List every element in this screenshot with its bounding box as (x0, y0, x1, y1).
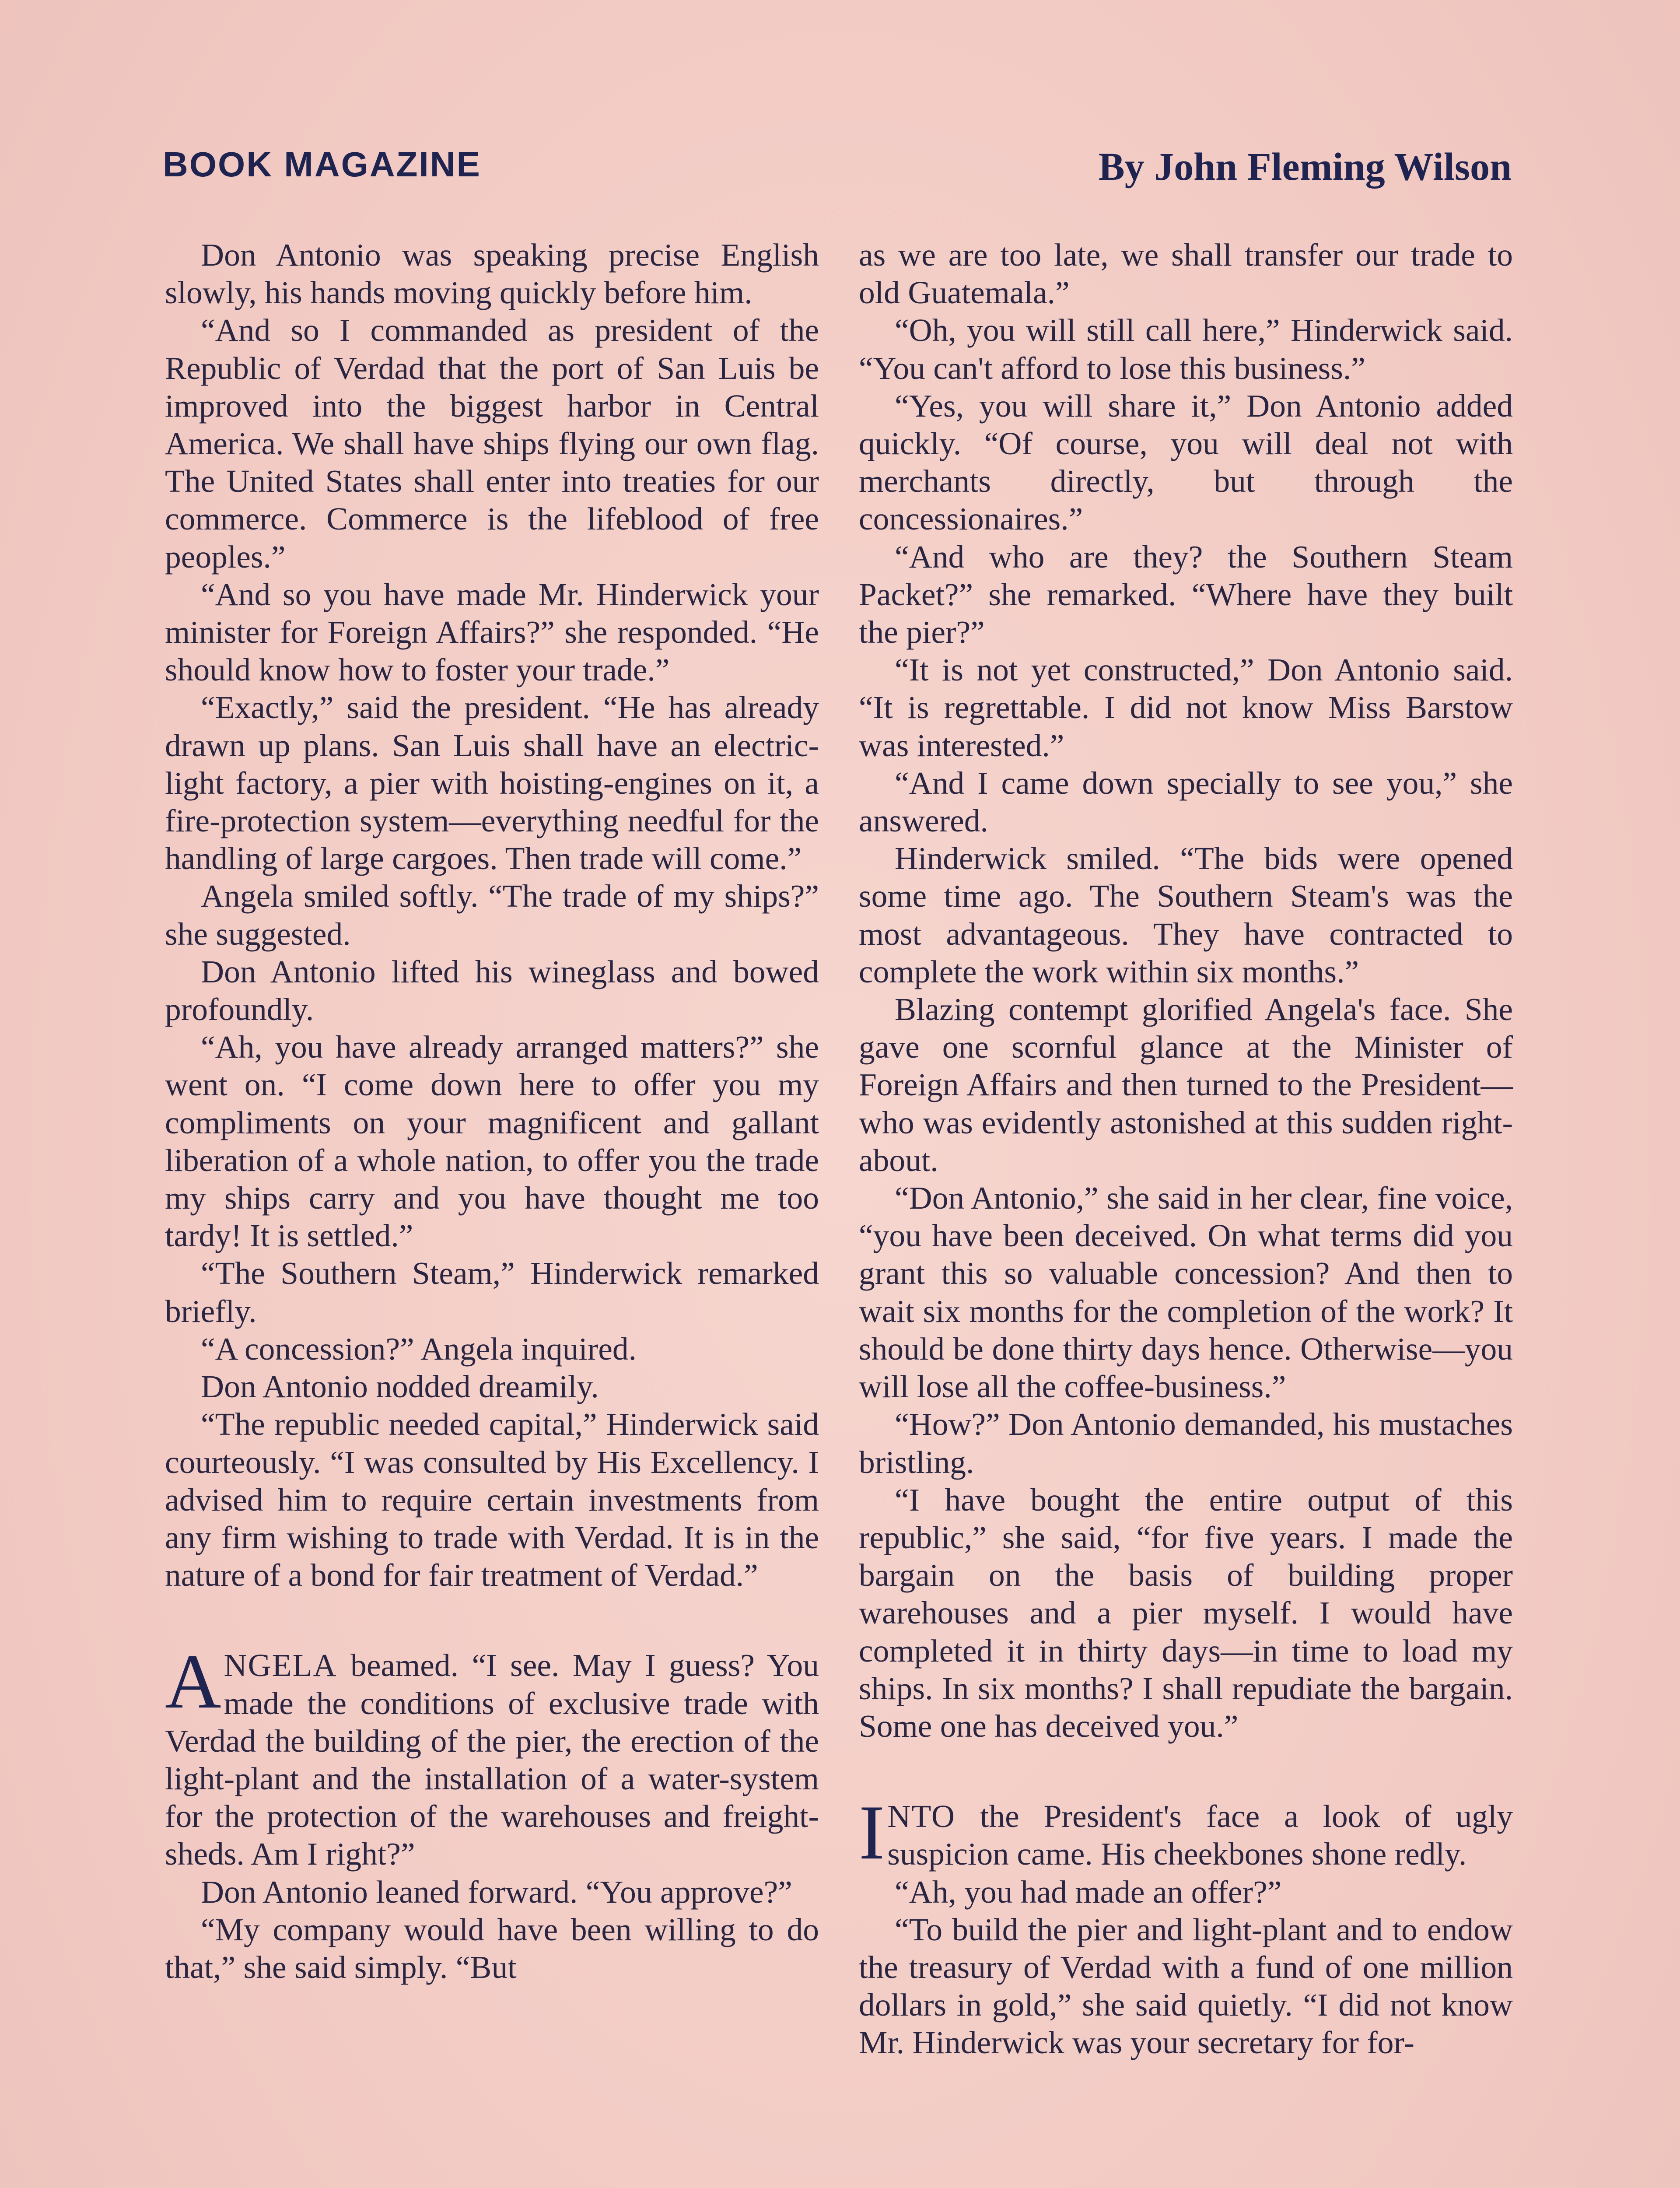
paragraph: “The Southern Steam,” Hinderwick remarked briefly. (165, 1255, 819, 1329)
paragraph: “And I came down specially to see you,” she answered. (859, 765, 1513, 839)
paragraph: “My company would have been willing to do that,” she said simply. “But (165, 1911, 819, 1985)
paragraph: Blazing contempt glorified Angela's face. She gave one scornful glance at the Minister of Foreign Affairs and then turned to the President—who was evidently astonished at this sudden right-about. (859, 992, 1513, 1178)
paragraph: “A concession?” Angela inquired. (201, 1331, 637, 1367)
paragraph-text: beamed. “I see. May I guess? You made the conditions of exclusive trade with Verdad the building of the pier, the erection of the light-plant and the installation of a water-system for the protection of the warehouses and freight-sheds. Am I right?” (165, 1648, 819, 1872)
section-opening-paragraph (165, 1638, 819, 1873)
paragraph: “I have bought the entire output of this republic,” she said, “for five years. I made the bargain on the basis of building proper warehouses and a pier myself. I would have completed it in thirty days—in time to load my ships. In six months? I shall repudiate the bargain. Some one has deceived you.” (859, 1482, 1513, 1744)
paragraph: “Don Antonio,” she said in her clear, fine voice, “you have been deceived. On what terms did you grant this so valuable concession? And then to wait six months for the completion of the work? It should be done thirty days hence. Otherwise—you will lose all the coffee-business.” (859, 1180, 1513, 1405)
paragraph: Don Antonio lifted his wineglass and bowed profoundly. (165, 954, 819, 1027)
paragraph: Angela smiled softly. “The trade of my ships?” she suggested. (165, 878, 819, 952)
drop-cap: I (859, 1789, 885, 1876)
paragraph: “To build the pier and light-plant and to endow the treasury of Verdad with a fund of one million dollars in gold,” she said quietly. “I did not know Mr. Hinderwick was your secretary for for- (859, 1911, 1513, 2061)
paragraph-text: the President's face a look of ugly suspicion came. His cheekbones shone redly. (887, 1799, 1513, 1872)
drop-cap: A (165, 1638, 221, 1725)
paragraph: Don Antonio nodded dreamily. (201, 1369, 599, 1405)
paragraph: Hinderwick smiled. “The bids were opened some time ago. The Southern Steam's was the most advantageous. They have contracted to complete the work within six months.” (859, 841, 1513, 989)
paragraph: Don Antonio was speaking precise English slowly, his hands moving quickly before him. (165, 237, 819, 311)
paragraph: “Oh, you will still call here,” Hinderwick said. “You can't afford to lose this business.” (859, 312, 1513, 386)
paragraph-continued: as we are too late, we shall transfer our trade to old Guatemala.” (859, 237, 1513, 311)
paragraph: “Exactly,” said the president. “He has already drawn up plans. San Luis shall have an electric-light factory, a pier with hoisting-engines on it, a fire-protection system—everything needful for the handling of large cargoes. Then trade will come.” (165, 690, 819, 877)
author-byline: By John Fleming Wilson (1098, 145, 1512, 189)
magazine-title: BOOK MAGAZINE (163, 145, 481, 184)
page-header (163, 144, 1512, 193)
left-column (165, 236, 819, 1986)
paragraph: “It is not yet constructed,” Don Antonio said. “It is regrettable. I did not know Miss Barstow was interested.” (859, 652, 1513, 763)
right-column (859, 236, 1513, 2062)
paragraph: Don Antonio leaned forward. “You approve?” (201, 1874, 792, 1910)
paragraph: “And so I commanded as president of the Republic of Verdad that the port of San Luis be improved into the biggest harbor in Central America. We shall have ships flying our own flag. The United States shall enter into treaties for our commerce. Commerce is the lifeblood of free peoples.” (165, 312, 819, 575)
section-opening-paragraph (859, 1789, 1513, 1876)
paragraph: “And who are they? the Southern Steam Packet?” she remarked. “Where have they built the pier?” (859, 539, 1513, 650)
drop-cap-word: NGELA (224, 1648, 337, 1683)
paragraph: “Ah, you had made an offer?” (895, 1874, 1282, 1910)
paragraph: “How?” Don Antonio demanded, his mustaches bristling. (859, 1406, 1513, 1480)
paragraph: “And so you have made Mr. Hinderwick your minister for Foreign Affairs?” she responded. “He should know how to foster your trade.” (165, 576, 819, 688)
paragraph: “Ah, you have already arranged matters?” she went on. “I come down here to offer you my compliments on your magnificent and gallant liberation of a whole nation, to offer you the trade my ships carry and you have thought me too tardy! It is settled.” (165, 1029, 819, 1254)
drop-cap-word: NTO (887, 1799, 956, 1834)
paragraph: “The republic needed capital,” Hinderwick said courteously. “I was consulted by His Excellency. I advised him to require certain investments from any firm wishing to trade with Verdad. It is in the nature of a bond for fair treatment of Verdad.” (165, 1406, 819, 1593)
paragraph: “Yes, you will share it,” Don Antonio added quickly. “Of course, you will deal not with merchants directly, but through the concessionaires.” (859, 388, 1513, 537)
